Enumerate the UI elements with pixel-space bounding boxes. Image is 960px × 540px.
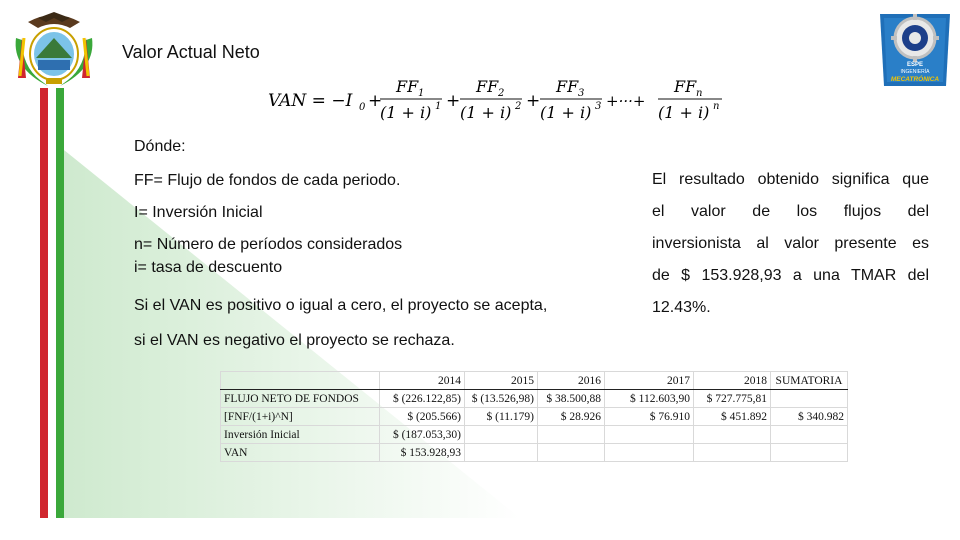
formula-term-n — [658, 77, 722, 122]
term-3-exp: 3 — [595, 101, 602, 112]
plus-2: + — [446, 91, 461, 111]
table-cell: $ 38.500,88 — [538, 390, 605, 408]
term-1-exp: 1 — [435, 101, 442, 112]
slide-title: Valor Actual Neto — [122, 42, 260, 62]
formula-term-2 — [460, 77, 522, 122]
table-cell: $ 340.982 — [771, 408, 848, 426]
coat-of-arms-logo — [8, 8, 100, 90]
plus-3: + — [526, 91, 541, 111]
term-3-num: FF — [556, 77, 579, 96]
table-cell: $ (187.053,30) — [380, 426, 465, 444]
table-cell: $ 112.603,90 — [605, 390, 694, 408]
term-n-sub: n — [696, 88, 703, 99]
table-cell: FLUJO NETO DE FONDOS — [221, 390, 380, 408]
header-cell: 2018 — [694, 372, 771, 390]
header-cell: 2015 — [465, 372, 538, 390]
table-cell — [605, 426, 694, 444]
term-2-den: (1 + i) — [460, 103, 512, 122]
table-cell — [605, 444, 694, 462]
result-line-2: el valor de los flujos del — [652, 203, 929, 220]
result-line-1: El resultado obtenido significa que — [652, 171, 929, 188]
formula-term-1 — [380, 77, 442, 122]
table-cell — [465, 444, 538, 462]
side-stripes — [40, 88, 64, 518]
logo-text-ingenieria: INGENIERÍA — [900, 69, 930, 75]
result-line-5: 12.43%. — [652, 299, 711, 316]
definitions-heading: Dónde: — [134, 138, 186, 155]
definition-n: n= Número de períodos considerados — [134, 236, 403, 253]
table-cell — [538, 444, 605, 462]
table-cell: $ (226.122,85) — [380, 390, 465, 408]
definition-inversion: I= Inversión Inicial — [134, 204, 263, 221]
table-cell: [FNF/(1+i)^N] — [221, 408, 380, 426]
table-cell — [771, 444, 848, 462]
green-stripe — [56, 88, 64, 518]
definition-ff: FF= Flujo de fondos de cada periodo. — [134, 172, 401, 189]
term-1-num: FF — [396, 77, 419, 96]
result-line-4: de $ 153.928,93 a una TMAR del — [652, 267, 929, 284]
term-n-exp: n — [713, 101, 720, 112]
table-cell: $ (11.179) — [465, 408, 538, 426]
table-cell — [771, 426, 848, 444]
formula-ellipsis: +···+ — [606, 92, 646, 110]
rule-accept: Si el VAN es positivo o igual a cero, el proyecto se acepta, — [134, 297, 548, 314]
header-cell: 2017 — [605, 372, 694, 390]
table-cell — [465, 426, 538, 444]
red-stripe — [40, 88, 48, 518]
logo-text-mecatronica: MECATRÓNICA — [890, 76, 940, 83]
term-2-exp: 2 — [515, 101, 522, 112]
table-row — [221, 444, 848, 462]
table-cell: $ 727.775,81 — [694, 390, 771, 408]
table-cell: $ 153.928,93 — [380, 444, 465, 462]
term-1-sub: 1 — [418, 88, 425, 99]
van-formula — [268, 72, 738, 128]
term-n-num: FF — [674, 77, 697, 96]
header-cell: SUMATORIA — [771, 372, 848, 390]
table-row — [221, 426, 848, 444]
definition-i: i= tasa de descuento — [134, 259, 283, 276]
term-1-den: (1 + i) — [380, 103, 432, 122]
table-cell — [694, 426, 771, 444]
term-2-num: FF — [476, 77, 499, 96]
term-3-sub: 3 — [578, 88, 585, 99]
header-cell: 2014 — [380, 372, 465, 390]
van-table — [220, 371, 848, 462]
logo-text-espe: ESPE — [906, 62, 924, 68]
table-cell — [538, 426, 605, 444]
table-header-row — [221, 372, 848, 390]
table-cell: VAN — [221, 444, 380, 462]
espe-mecatronica-logo — [876, 6, 954, 90]
table-cell: $ 28.926 — [538, 408, 605, 426]
table-cell — [694, 444, 771, 462]
result-line-3: inversionista al valor presente es — [652, 235, 929, 252]
table-row — [221, 408, 848, 426]
formula-lhs-sub: 0 — [359, 102, 366, 113]
table-cell: $ 76.910 — [605, 408, 694, 426]
term-n-den: (1 + i) — [658, 103, 710, 122]
white-stripe — [48, 88, 56, 518]
table-cell: $ (13.526,98) — [465, 390, 538, 408]
result-paragraph — [652, 164, 929, 324]
plus-1: + — [368, 91, 383, 111]
table-row — [221, 390, 848, 408]
table-cell — [771, 390, 848, 408]
formula-term-3 — [540, 77, 602, 122]
table-cell: Inversión Inicial — [221, 426, 380, 444]
header-cell: 2016 — [538, 372, 605, 390]
table-cell: $ (205.566) — [380, 408, 465, 426]
formula-lhs: VAN = −I — [268, 91, 353, 111]
header-cell — [221, 372, 380, 390]
rule-reject: si el VAN es negativo el proyecto se rechaza. — [134, 332, 455, 349]
term-3-den: (1 + i) — [540, 103, 592, 122]
table-cell: $ 451.892 — [694, 408, 771, 426]
term-2-sub: 2 — [498, 88, 505, 99]
